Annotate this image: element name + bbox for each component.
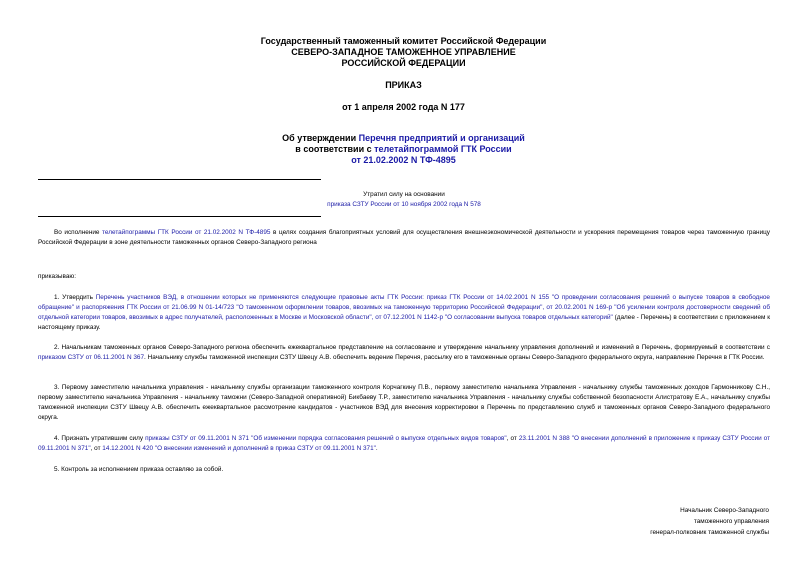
item-4-text-3: , от <box>90 445 103 452</box>
expired-note-text: Утратил силу на основании <box>363 191 445 198</box>
item-1 <box>38 293 770 333</box>
expired-note <box>300 190 508 210</box>
item-2-text-1: 2. Начальникам таможенных органов Северо-Западного региона обеспечить ежеквартальное представление на согласование и утверждение начальнику управления дополнений и изменений в Перечень, формируемый в соответствии с <box>54 344 770 351</box>
title-text-2: в соответствии с <box>295 144 375 154</box>
signature-line-3: генерал-полковник таможенной службы <box>650 529 769 536</box>
item-4-text-2: , от <box>506 435 519 442</box>
item-1-link-list[interactable]: Перечень участников ВЭД, в отношении которых не применяются следующие правовые акты ГТК России: приказ ГТК России от 14.02.2001 N 155 "О проведении согласования решений о выпуске товаров в свободное обращение" и распоряжения ГТК России от 21.06.99 N 01-14/723 "О таможенном оформлении товаров, ввозимых на таможенную территорию Российской Федерации", от 20.02.2001 N 169-р "Об усилении контроля достоверности сведений об отдельной категории товаров, ввозимых в адрес получателей, расположенных в Москве и Московской области", от 07.12.2001 N 1142-р "О согласовании выпуска товаров отдельных категорий" <box>38 294 770 321</box>
divider-bottom <box>38 216 321 217</box>
item-5 <box>38 465 770 475</box>
item-4-link-order-388[interactable]: 23.11.2001 N 388 "О внесении дополнений в приложение к приказу СЗТУ России от 09.11.2001 N 371" <box>38 435 771 452</box>
intro-link-teletype[interactable]: телетайпограммы ГТК России от 21.02.2002 N ТФ-4895 <box>102 229 271 236</box>
signature-line-1: Начальник Северо-Западного <box>680 507 769 514</box>
title-link-teletype[interactable]: телетайпограммой ГТК России <box>374 144 512 154</box>
item-4-text-4: . <box>375 445 378 452</box>
document-date-number: от 1 апреля 2002 года N 177 <box>342 102 465 112</box>
divider-top <box>38 179 321 180</box>
item-5-text-1: 5. Контроль за исполнением приказа оставляю за собой. <box>54 466 224 473</box>
item-2-text-2: . Начальнику службы таможенной инспекции СЗТУ Швецу А.В. обеспечить ведение Перечня, рассылку его в таможенные органы Северо-Западного федерального округа, направление Перечня в ГТК России. <box>144 354 765 361</box>
item-2 <box>38 343 770 363</box>
title-text-1: Об утверждении <box>282 133 359 143</box>
intro-text-2: в целях создания благоприятных условий для осуществления внешнеэкономической деятельности и ускорения перемещения товаров через таможенную границу Российской Федерации в зоне деятельности таможенных органов Северо-Западного региона <box>38 229 770 246</box>
item-3-text-1: 3. Первому заместителю начальника управления - начальнику службы организации таможенного контроля Корчагкину П.В., первому заместителю начальника Управления - начальнику службы таможенных доходов Гармонникову С.Н., первому заместителю начальника Управления - начальнику таможни (Северо-Западной оперативной) Бикбаеву Т.Р., заместителю начальника Управления - начальнику службы собственной безопасности Алистратову Е.А., начальнику службы таможенной инспекции СЗТУ Швецу А.В. обеспечить ежеквартальное рассмотрение кандидатов - участников ВЭД для внесения корректировки в Перечень по представлению служб и таможенных органов Северо-Западного федерального округа. <box>38 384 770 421</box>
expired-note-link[interactable]: приказа СЗТУ России от 10 ноября 2002 года N 578 <box>327 201 481 208</box>
item-3 <box>38 383 770 423</box>
item-2-link-order[interactable]: приказом СЗТУ от 06.11.2001 N 367 <box>38 354 145 361</box>
issuer-line-3: РОССИЙСКОЙ ФЕДЕРАЦИИ <box>341 58 466 68</box>
document-type: ПРИКАЗ <box>385 80 422 90</box>
intro-paragraph <box>38 228 770 248</box>
issuer-line-2: СЕВЕРО-ЗАПАДНОЕ ТАМОЖЕННОЕ УПРАВЛЕНИЕ <box>291 47 516 57</box>
item-1-text-2: (далее - Перечень) в соответствии с приложением к настоящему приказу. <box>38 314 770 331</box>
signature-line-2: таможенного управления <box>693 518 769 525</box>
signature-block <box>650 505 769 538</box>
item-4 <box>38 434 770 454</box>
item-4-link-order-420[interactable]: 14.12.2001 N 420 "О внесении изменений и дополнений в приказ СЗТУ от 09.11.2001 N 371" <box>102 445 376 452</box>
intro-text-1: Во исполнение <box>54 229 103 236</box>
item-4-link-order-371[interactable]: приказы СЗТУ от 09.11.2001 N 371 "Об изменении порядка согласования решений о выпуске отдельных видов товаров" <box>145 435 507 442</box>
item-4-text-1: 4. Признать утратившим силу <box>54 435 146 442</box>
title-line-2 <box>0 144 807 155</box>
item-1-text-1: 1. Утвердить <box>54 294 96 301</box>
title-line-3 <box>0 155 807 166</box>
title-link-teletype-date[interactable]: от 21.02.2002 N ТФ-4895 <box>351 155 456 165</box>
order-word: приказываю: <box>38 273 76 280</box>
issuer-line-1: Государственный таможенный комитет Российской Федерации <box>260 36 547 46</box>
title-link-list[interactable]: Перечня предприятий и организаций <box>358 133 525 143</box>
title-line-1 <box>0 133 807 144</box>
